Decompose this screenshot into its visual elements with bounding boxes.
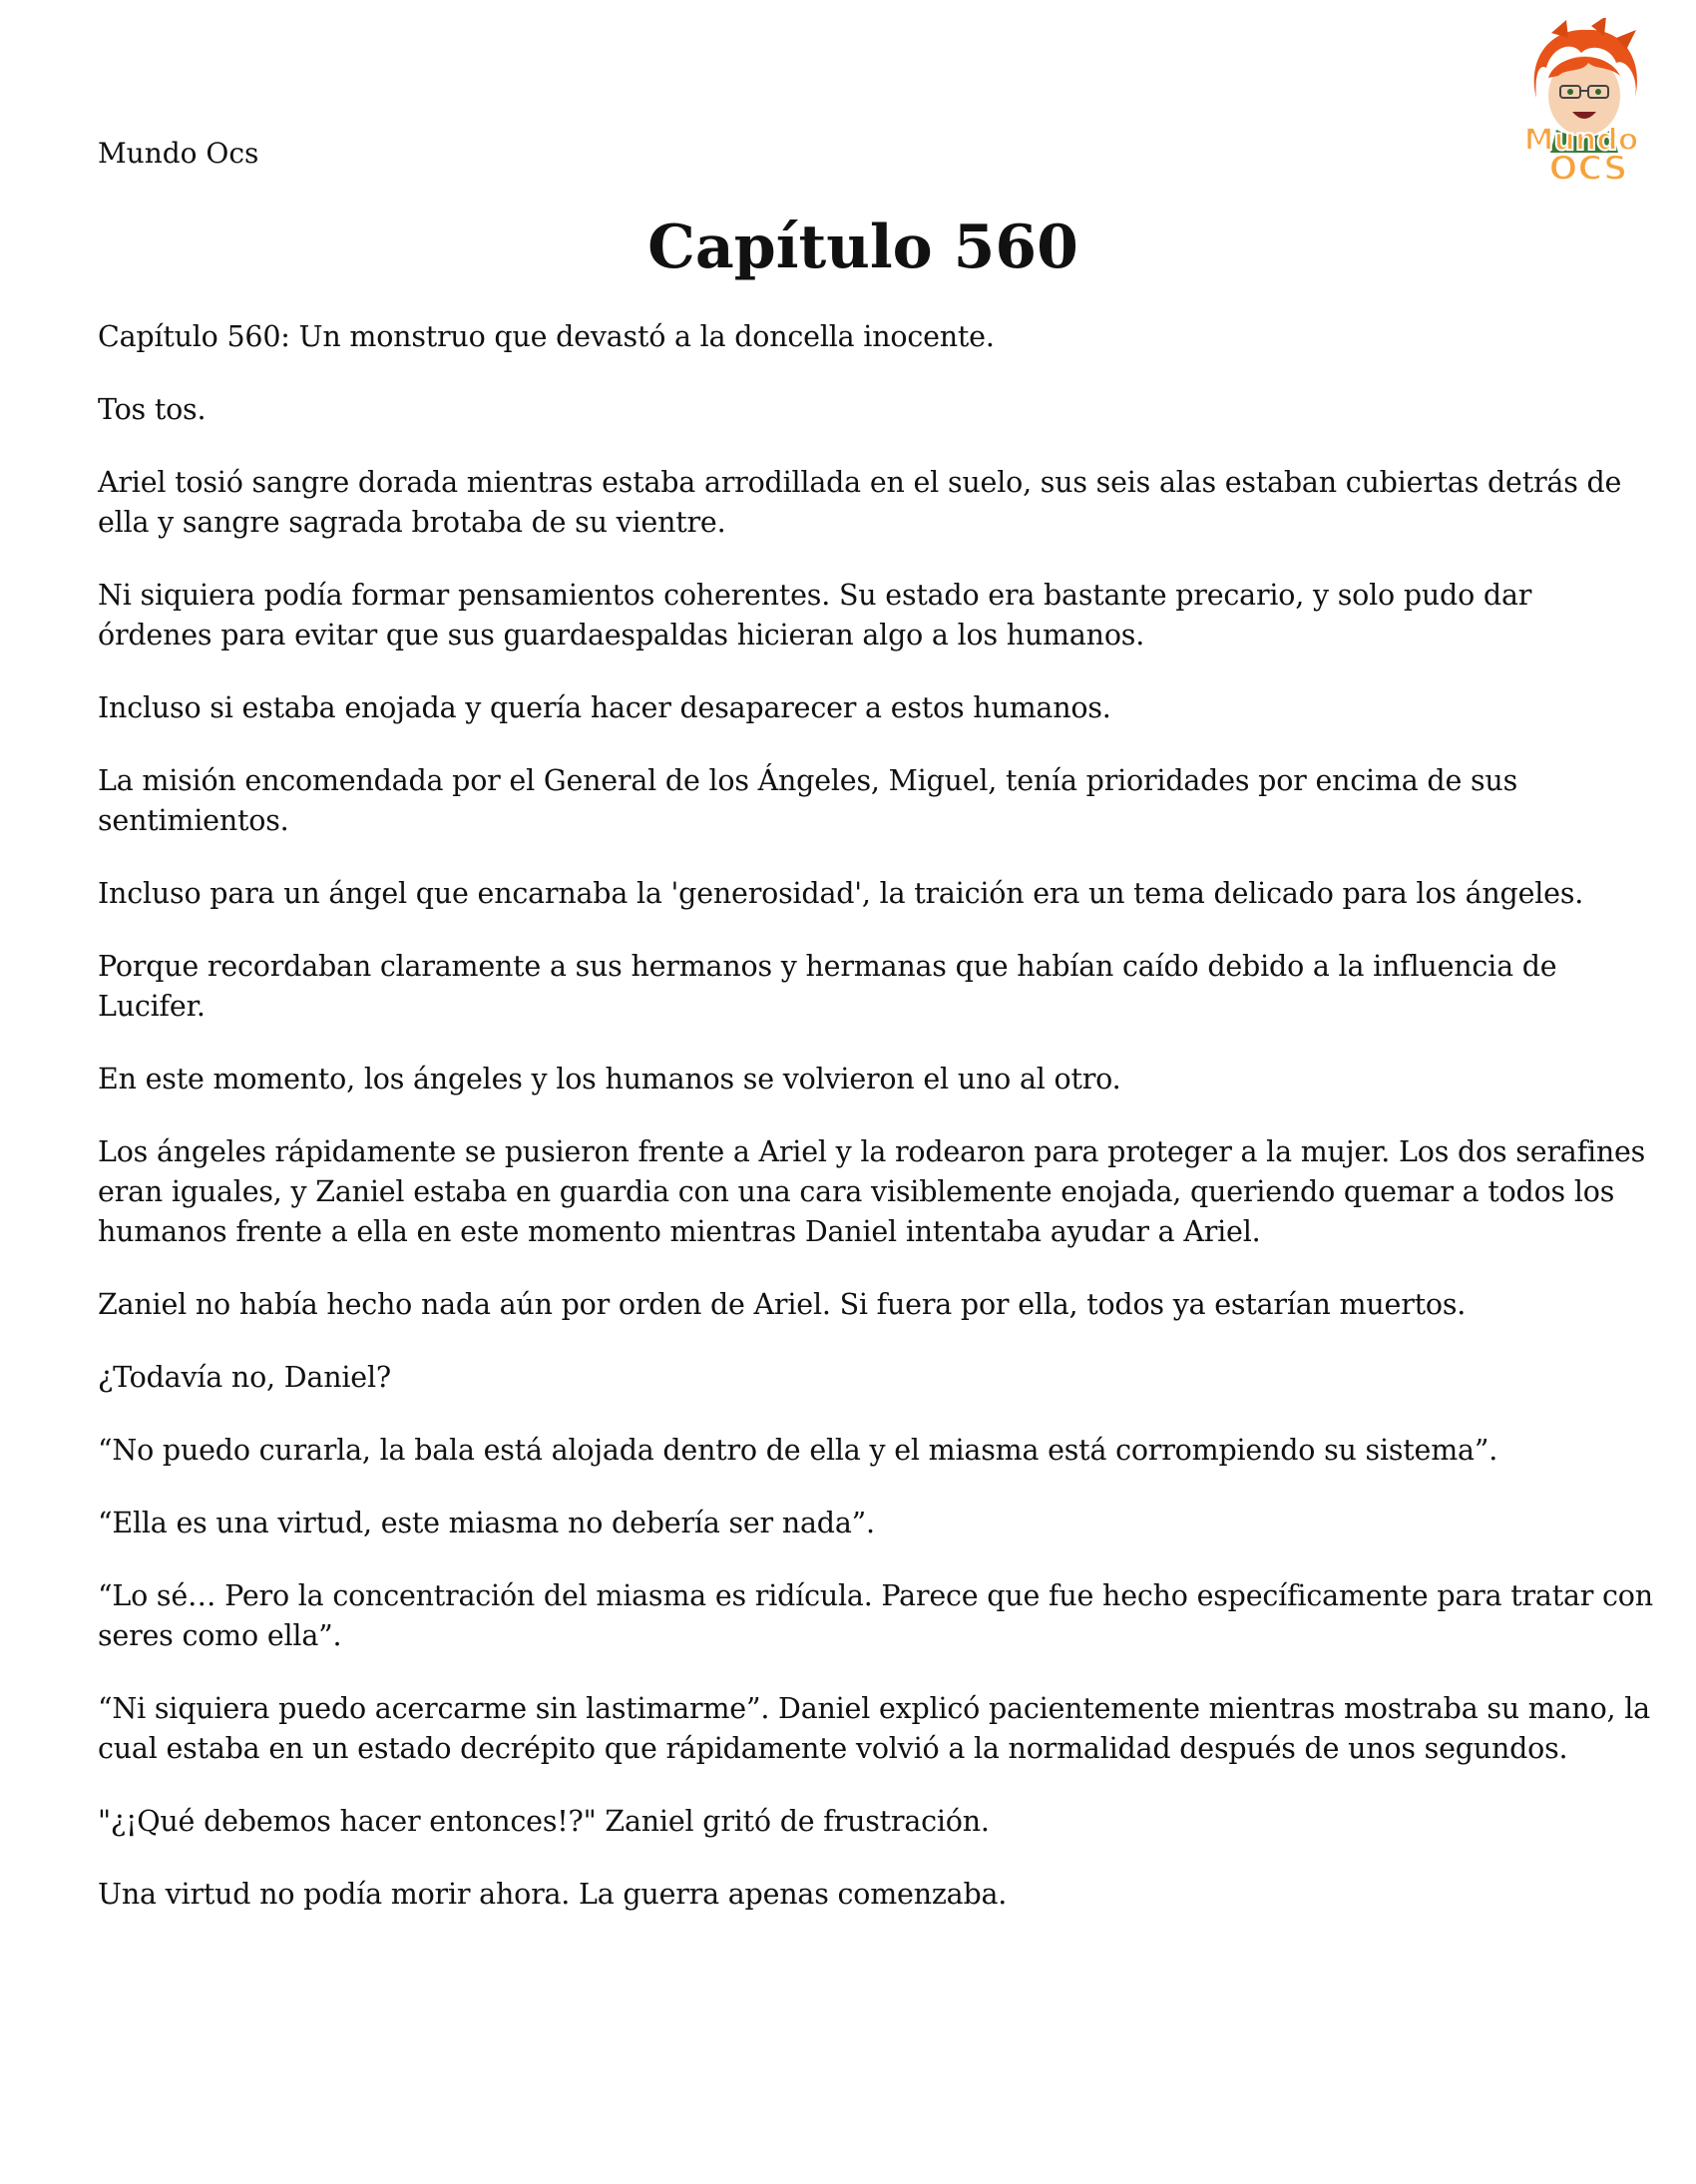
paragraph: En este momento, los ángeles y los humanos se volvieron el uno al otro. (98, 1063, 1121, 1095)
paragraph: “Ni siquiera puedo acercarme sin lastimarme”. Daniel explicó pacientemente mientras mostraba su mano, la cual estaba en un estado decrépito que rápidamente volvió a la normalidad después de unos segundos. (98, 1692, 1650, 1765)
paragraph: Porque recordaban claramente a sus hermanos y hermanas que habían caído debido a la influencia de Lucifer. (98, 950, 1557, 1023)
site-name: Mundo Ocs (98, 137, 259, 170)
paragraph: La misión encomendada por el General de los Ángeles, Miguel, tenía prioridades por encima de sus sentimientos. (98, 764, 1518, 837)
chapter-body (98, 317, 1654, 1948)
logo-text-mundo: Mundo (1523, 123, 1639, 158)
paragraph: Capítulo 560: Un monstruo que devastó a la doncella inocente. (98, 320, 995, 353)
paragraph: “No puedo curarla, la bala está alojada dentro de ella y el miasma está corrompiendo su sistema”. (98, 1434, 1498, 1467)
paragraph: Ni siquiera podía formar pensamientos coherentes. Su estado era bastante precario, y solo pudo dar órdenes para evitar que sus guardaespaldas hicieran algo a los humanos. (98, 579, 1532, 652)
paragraph: Incluso para un ángel que encarnaba la 'generosidad', la traición era un tema delicado para los ángeles. (98, 877, 1584, 910)
paragraph: Zaniel no había hecho nada aún por orden de Ariel. Si fuera por ella, todos ya estarían muertos. (98, 1288, 1467, 1321)
paragraph: Ariel tosió sangre dorada mientras estaba arrodillada en el suelo, sus seis alas estaban cubiertas detrás de ella y sangre sagrada brotaba de su vientre. (98, 466, 1622, 539)
paragraph: Incluso si estaba enojada y quería hacer desaparecer a estos humanos. (98, 691, 1111, 724)
paragraph: Los ángeles rápidamente se pusieron frente a Ariel y la rodearon para proteger a la mujer. Los dos serafines eran iguales, y Zaniel estaba en guardia con una cara visiblemente enojada, queriendo quemar a todos los humanos frente a ella en este momento mientras Daniel intentaba ayudar a Ariel. (98, 1135, 1646, 1248)
chapter-title: Capítulo 560 (647, 213, 1078, 282)
paragraph: ¿Todavía no, Daniel? (98, 1361, 391, 1394)
logo-text-ocs: OCS (1548, 149, 1628, 188)
paragraph: "¿¡Qué debemos hacer entonces!?" Zaniel gritó de frustración. (98, 1805, 990, 1838)
mundo-ocs-logo (1496, 18, 1666, 188)
paragraph: “Ella es una virtud, este miasma no debería ser nada”. (98, 1507, 875, 1539)
paragraph: Tos tos. (98, 393, 207, 426)
paragraph: Una virtud no podía morir ahora. La guerra apenas comenzaba. (98, 1878, 1008, 1911)
paragraph: “Lo sé… Pero la concentración del miasma es ridícula. Parece que fue hecho específicamente para tratar con seres como ella”. (98, 1579, 1653, 1652)
